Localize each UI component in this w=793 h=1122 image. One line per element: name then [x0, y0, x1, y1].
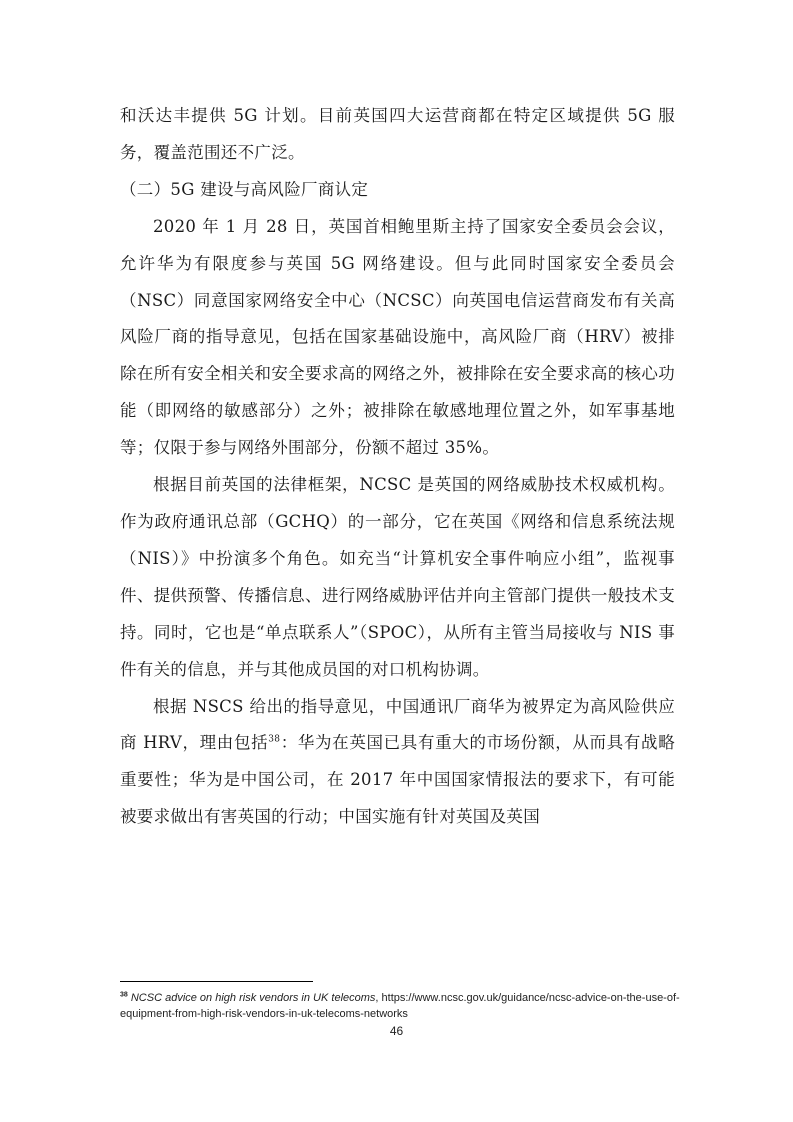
footnote-separator: , — [375, 992, 382, 1004]
footnote-reference[interactable]: 38 — [268, 734, 281, 745]
section-heading: （二）5G 建设与高风险厂商认定 — [120, 179, 369, 199]
body-text — [120, 98, 675, 836]
footnote-number: 38 — [120, 991, 128, 999]
footnote — [120, 990, 680, 1022]
page-number: 46 — [389, 1024, 404, 1038]
paragraph-hrv-text-end: ：华为在英国已具有重大的市场份额，从而具有战略重要性；华为是中国公司，在 2017 年中国国家情报法的要求下，有可能被要求做出有害英国的行动；中国实施有针对英国及英国 — [120, 733, 675, 827]
footnote-title: NCSC advice on high risk vendors in UK telecoms — [130, 992, 376, 1004]
paragraph-hrv-text-start: 根据 NSCS 给出的指导意见，中国通讯厂商华为被界定为高风险供应商 HRV，理由包括 — [120, 696, 675, 753]
paragraph-ncsc-guidance: 2020 年 1 月 28 日，英国首相鲍里斯主持了国家安全委员会会议，允许华为有限度参与英国 5G 网络建设。但与此同时国家安全委员会（NSC）同意国家网络安全中心（NCSC）向英国电信运营商发布有关高风险厂商的指导意见，包括在国家基础设施中，高风险厂商（HRV）被排除在所有安全相关和安全要求高的网络之外，被排除在安全要求高的核心功能（即网络的敏感部分）之外；被排除在敏感地理位置之外，如军事基地等；仅限于参与网络外围部分，份额不超过 35%。 — [120, 216, 675, 458]
footnote-divider — [120, 981, 313, 982]
paragraph-continuation: 和沃达丰提供 5G 计划。目前英国四大运营商都在特定区域提供 5G 服务，覆盖范围还不广泛。 — [120, 106, 675, 162]
paragraph-hrv-reasons — [120, 689, 675, 837]
footnote-url[interactable]: https://www.ncsc.gov.uk/guidance/ncsc-advice-on-the-use-of-equipment-from-high-risk-vendors-in-uk-telecoms-networks — [120, 992, 680, 1020]
paragraph-legal-framework: 根据目前英国的法律框架，NCSC 是英国的网络威胁技术权威机构。作为政府通讯总部（GCHQ）的一部分，它在英国《网络和信息系统法规（NIS）》中扮演多个角色。如充当“计算机安全事件响应小组”，监视事件、提供预警、传播信息、进行网络威胁评估并向主管部门提供一般技术支持。同时，它也是“单点联系人”（SPOC），从所有主管当局接收与 NIS 事件有关的信息，并与其他成员国的对口机构协调。 — [120, 475, 675, 679]
